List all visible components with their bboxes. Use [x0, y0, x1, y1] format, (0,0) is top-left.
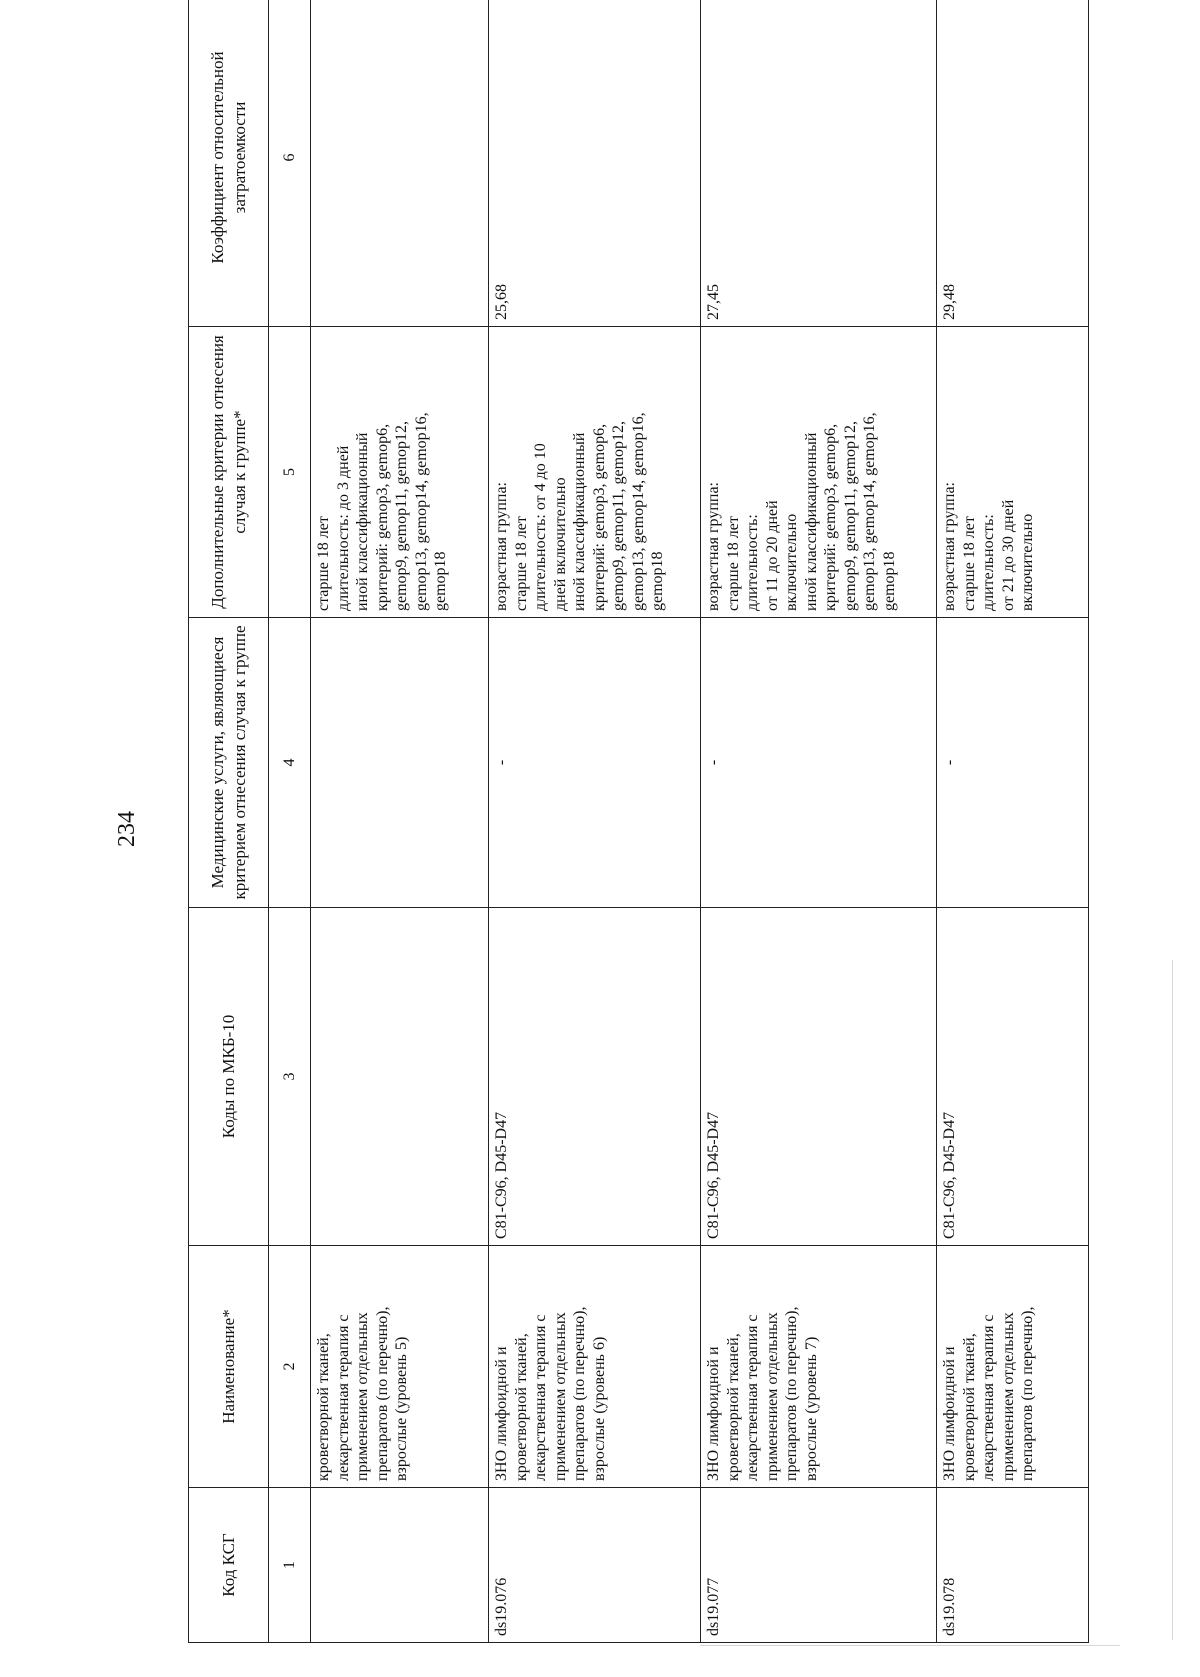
cell-services: - — [489, 618, 701, 908]
header-mkb: Коды по МКБ-10 — [189, 908, 269, 1246]
table-row — [937, 0, 1089, 1643]
cell-code: ds19.076 — [489, 1488, 701, 1643]
column-number-row — [269, 0, 311, 1643]
table-row — [311, 0, 489, 1643]
page-number: 234 — [114, 811, 140, 847]
cell-criteria: возрастная группа: старше 18 лет длительность: от 11 до 20 дней включительно иной классификационный критерий: gemop3, gemop6, gemop9, gemop11, gemop12, gemop13, gemop14, gemop16, gemop18 — [701, 327, 937, 618]
cell-criteria: старше 18 лет длительность: до 3 дней иной классификационный критерий: gemop3, gemop6, gemop9, gemop11, gemop12, gemop13, gemop14, gemop16, gemop18 — [311, 327, 489, 618]
cell-code — [311, 1488, 489, 1643]
scan-edge-line — [1172, 960, 1173, 1640]
cell-code: ds19.078 — [937, 1488, 1089, 1643]
cell-criteria: возрастная группа: старше 18 лет длительность: от 4 до 10 дней включительно иной классификационный критерий: gemop3, gemop6, gemop9, gemop11, gemop12, gemop13, gemop14, gemop16, gemop18 — [489, 327, 701, 618]
table-row — [489, 0, 701, 1643]
header-row — [189, 0, 269, 1643]
cell-mkb — [311, 908, 489, 1246]
rotated-table-container — [188, 0, 1088, 1643]
ksg-table — [188, 0, 1089, 1643]
column-number: 2 — [269, 1246, 311, 1488]
cell-mkb: C81-C96, D45-D47 — [937, 908, 1089, 1246]
header-coef: Коэффициент относительной затратоемкости — [189, 0, 269, 327]
header-criteria: Дополнительные критерии отнесения случая к группе* — [189, 327, 269, 618]
cell-services: - — [701, 618, 937, 908]
cell-coef: 25,68 — [489, 0, 701, 327]
cell-services — [311, 618, 489, 908]
cell-code: ds19.077 — [701, 1488, 937, 1643]
cell-mkb: C81-C96, D45-D47 — [701, 908, 937, 1246]
column-number: 5 — [269, 327, 311, 618]
column-number: 6 — [269, 0, 311, 327]
column-number: 3 — [269, 908, 311, 1246]
column-number: 4 — [269, 618, 311, 908]
cell-coef — [311, 0, 489, 327]
header-name: Наименование* — [189, 1246, 269, 1488]
header-code: Код КСГ — [189, 1488, 269, 1643]
cell-name: кроветворной тканей, лекарственная терапия с применением отдельных препаратов (по перечню), взрослые (уровень 5) — [311, 1246, 489, 1488]
table-row — [701, 0, 937, 1643]
cell-services: - — [937, 618, 1089, 908]
cell-name: ЗНО лимфоидной и кроветворной тканей, лекарственная терапия с применением отдельных препаратов (по перечню), взрослые (уровень 6) — [489, 1246, 701, 1488]
cell-name: ЗНО лимфоидной и кроветворной тканей, лекарственная терапия с применением отдельных препаратов (по перечню), — [937, 1246, 1089, 1488]
cell-coef: 27,45 — [701, 0, 937, 327]
header-services: Медицинские услуги, являющиеся критерием отнесения случая к группе — [189, 618, 269, 908]
scan-edge-line — [700, 1645, 1120, 1646]
cell-coef: 29,48 — [937, 0, 1089, 327]
cell-mkb: C81-C96, D45-D47 — [489, 908, 701, 1246]
cell-criteria: возрастная группа: старше 18 лет длительность: от 21 до 30 дней включительно — [937, 327, 1089, 618]
cell-name: ЗНО лимфоидной и кроветворной тканей, лекарственная терапия с применением отдельных препаратов (по перечню), взрослые (уровень 7) — [701, 1246, 937, 1488]
column-number: 1 — [269, 1488, 311, 1643]
